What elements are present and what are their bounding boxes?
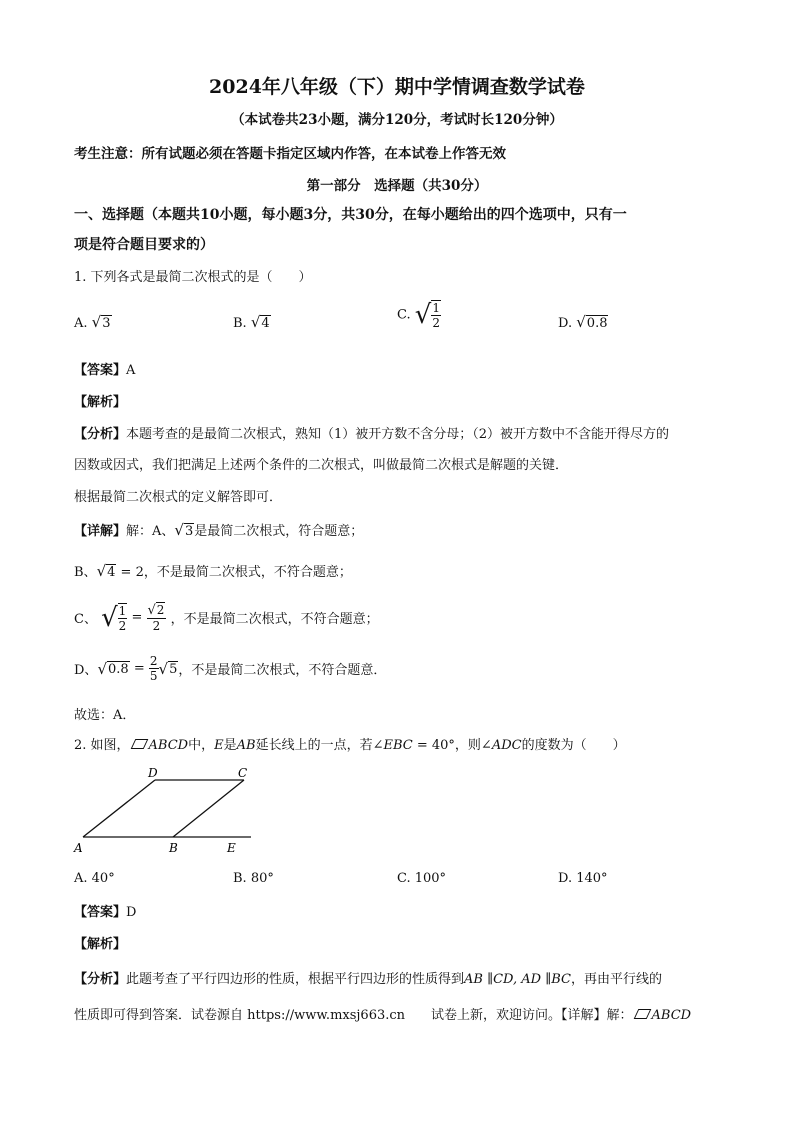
answer-value: D (126, 905, 137, 920)
q2-stem (74, 734, 626, 753)
q1-detail-b (74, 561, 352, 580)
q2-option-d: D. 140° (558, 871, 608, 886)
source-link[interactable]: https://www.mxsj663.cn (247, 1008, 406, 1023)
label-d: D (148, 766, 158, 780)
exam-notice: 考生注意：所有试题必须在答题卡指定区域内作答，在本试卷上作答无效 (74, 146, 506, 162)
q2-stem-text: = 40°，则∠ (412, 738, 492, 753)
sqrt-symbol: √ (158, 659, 169, 678)
fenxi-text: 试卷上新，欢迎访问。【详解】解： (405, 1008, 633, 1023)
q2-option-c: C. 100° (397, 871, 447, 886)
detail-d-radicand2: 5 (169, 661, 178, 677)
q1-stem: 1. 下列各式是最简二次根式的是（ ） (74, 270, 312, 285)
q2-stem-text: 延长线上的一点，若∠ (255, 738, 384, 753)
q1-detail-d (74, 654, 386, 683)
q2-segment-ab: AB (236, 738, 256, 753)
q2-abcd: ABCD (148, 738, 189, 753)
q2-point-e: E (214, 738, 224, 753)
detail-d-text: ，不是最简二次根式，不符合题意． (178, 663, 387, 678)
parallelogram-icon (633, 1009, 651, 1019)
q1-option-a (74, 313, 112, 331)
q1-option-b-label: B. (233, 316, 247, 331)
answer-tag: 【答案】 (74, 905, 127, 920)
detail-b-text: ，不是最简二次根式，不符合题意； (143, 565, 352, 580)
fenxi-tag: 【分析】 (74, 972, 127, 987)
detail-c-fraction2 (147, 602, 167, 633)
fenxi-text: 本题考查的是最简二次根式，熟知（1）被开方数不含分母；（2）被开方数中不含能开得尽方的 (126, 427, 670, 442)
detail-d-prefix: D、 (74, 663, 98, 678)
fraction-denominator: 2 (118, 618, 127, 633)
detail-a-radicand: 3 (184, 524, 194, 539)
detail-c-prefix: C、 (74, 612, 97, 627)
q2-answer (74, 901, 136, 920)
q1-option-d-radicand: 0.8 (586, 316, 608, 331)
part-heading: 第一部分 选择题（共30分） (306, 178, 488, 194)
label-e: E (227, 841, 236, 855)
q1-option-c-label: C. (397, 307, 411, 323)
q2-stem-text: 中， (188, 738, 215, 753)
sqrt-symbol: √ (250, 313, 261, 331)
detail-tag: 【详解】 (74, 524, 127, 539)
q1-option-b-radicand: 4 (261, 316, 270, 331)
radicand: 2 (156, 603, 165, 617)
sqrt-symbol: √ (91, 313, 102, 331)
q1-option-a-radicand: 3 (102, 316, 111, 331)
fenxi-text: 性质即可得到答案．试卷源自 (74, 1008, 248, 1023)
sqrt-symbol: √ (96, 562, 107, 580)
equals-sign: = (131, 610, 143, 625)
sqrt-symbol: √ (576, 313, 586, 331)
detail-b-radicand: 4 (107, 565, 116, 580)
q2-analysis-tag: 【解析】 (74, 937, 127, 952)
q2-angle-adc: ADC (491, 738, 522, 753)
q1-option-c-fraction (431, 300, 441, 330)
detail-c-fraction1 (118, 603, 128, 633)
detail-d-radicand: 0.8 (108, 661, 129, 677)
detail-a-prefix: 解：A、 (126, 524, 175, 539)
fenxi-tag: 【分析】 (74, 427, 127, 442)
q1-choose: 故选：A． (74, 708, 136, 723)
q1-fenxi-line3: 根据最简二次根式的定义解答即可． (74, 490, 283, 505)
equals-sign: = (133, 661, 145, 676)
q1-analysis-tag: 【解析】 (74, 395, 127, 410)
label-c: C (238, 766, 248, 780)
q1-answer (74, 359, 135, 378)
fenxi-text: 此题考查了平行四边形的性质，根据平行四边形的性质得到 (126, 972, 465, 987)
fenxi-math: AB ∥CD, AD ∥BC (464, 972, 571, 987)
q1-option-d (558, 313, 608, 331)
q1-option-d-label: D. (558, 316, 573, 331)
q2-option-a: A. 40° (74, 871, 115, 886)
q1-fenxi-line2: 因数或因式，我们把满足上述两个条件的二次根式，叫做最简二次根式是解题的关键． (74, 458, 569, 473)
page-title: 2024年八年级（下）期中学情调查数学试卷 (209, 76, 585, 98)
fraction-denominator: 5 (149, 669, 158, 683)
detail-c-text: ，不是最简二次根式，不符合题意； (170, 612, 379, 627)
detail-b-prefix: B、 (74, 565, 97, 580)
detail-b-equation: = 2 (116, 565, 144, 580)
q1-detail-c (74, 602, 379, 633)
answer-value: A (126, 363, 136, 378)
q2-fenxi-line2 (74, 1004, 691, 1023)
q1-option-c (397, 300, 441, 330)
line-ad (83, 780, 155, 837)
section-heading-line1: 一、选择题（本题共10小题，每小题3分，共30分，在每小题给出的四个选项中，只有一 (74, 207, 627, 223)
detail-a-text: 是最简二次根式，符合题意； (194, 524, 364, 539)
sqrt-symbol: √ (97, 659, 107, 678)
q1-option-a-label: A. (74, 316, 88, 331)
label-b: B (169, 841, 178, 855)
parallelogram-icon (130, 739, 148, 749)
q2-parallelogram-figure (68, 762, 268, 858)
fraction-numerator: 1 (432, 301, 440, 315)
q2-stem-text: 的度数为（ ） (521, 738, 626, 753)
fraction-denominator: 2 (432, 316, 440, 330)
sqrt-symbol: √ (414, 300, 432, 330)
answer-tag: 【答案】 (74, 363, 127, 378)
line-bc (173, 780, 244, 837)
exam-info: （本试卷共23小题，满分120分，考试时长120分钟） (231, 112, 563, 128)
fraction-numerator-root: √2 (147, 603, 165, 618)
q1-detail-a (74, 520, 363, 539)
sqrt-symbol: √ (101, 602, 118, 633)
fenxi-math: ABCD (651, 1008, 692, 1023)
q1-option-b (233, 313, 271, 331)
detail-d-fraction (149, 654, 159, 683)
label-a: A (74, 841, 83, 855)
q2-angle-ebc: EBC (383, 738, 413, 753)
fenxi-text: ，再由平行线的 (570, 972, 662, 987)
fraction-numerator: 1 (118, 603, 127, 618)
q2-stem-text: 是 (223, 738, 237, 753)
section-heading-line2: 项是符合题目要求的） (74, 237, 214, 253)
q2-stem-prefix: 2. 如图， (74, 738, 130, 753)
q1-fenxi-line1 (74, 423, 669, 442)
q2-option-b: B. 80° (233, 871, 274, 886)
q2-fenxi-line1 (74, 968, 662, 987)
fraction-denominator: 2 (152, 619, 161, 633)
sqrt-symbol: √ (174, 521, 184, 539)
fraction-numerator: 2 (149, 654, 158, 668)
